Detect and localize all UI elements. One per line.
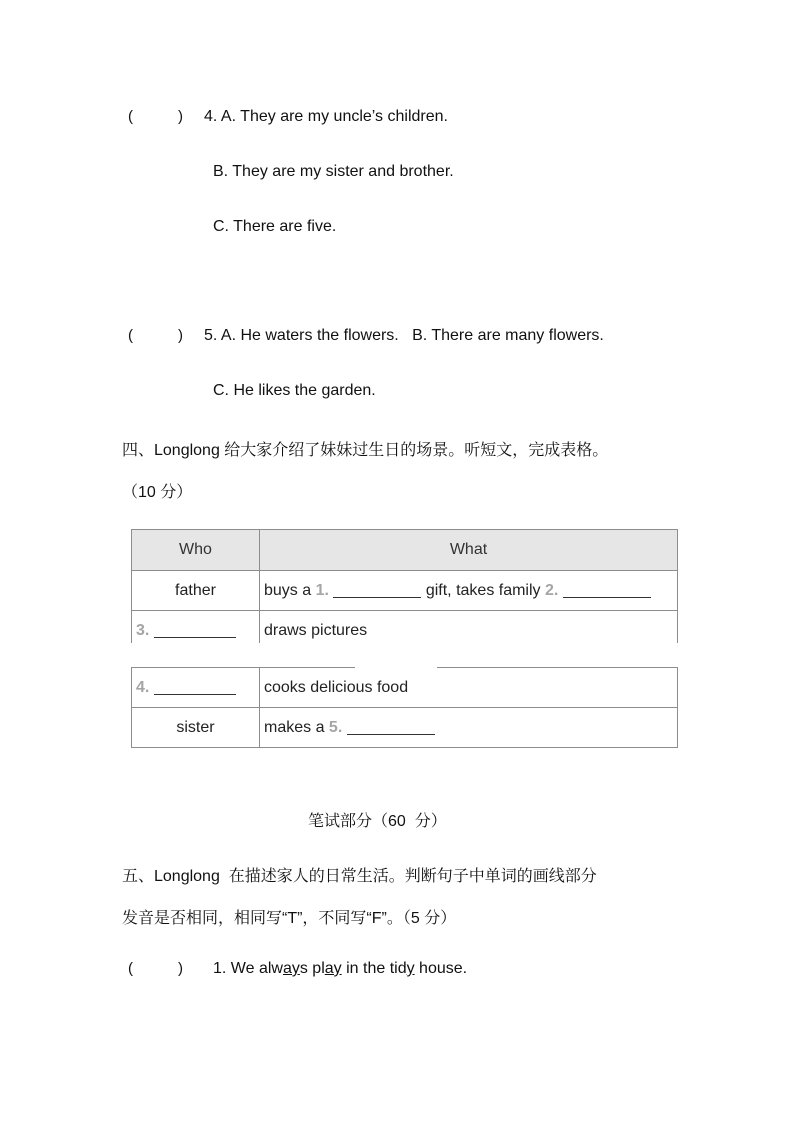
q5-options-ab: 5. A. He waters the flowers. B. There are many flowers. bbox=[204, 327, 604, 344]
answer-paren-close: ) bbox=[178, 108, 183, 125]
what-cell: cooks delicious food bbox=[260, 668, 678, 708]
q1-text: s pl bbox=[299, 960, 325, 977]
blank-number: 4. bbox=[136, 678, 150, 696]
answer-blank[interactable] bbox=[563, 582, 651, 598]
table-row bbox=[132, 668, 678, 708]
answer-blank[interactable] bbox=[333, 582, 421, 598]
table-header-row bbox=[132, 530, 678, 571]
q5-option-c: C. He likes the garden. bbox=[213, 382, 376, 399]
blank-number: 2. bbox=[544, 581, 559, 599]
answer-paren-close: ) bbox=[178, 960, 183, 977]
answer-blank[interactable] bbox=[154, 679, 236, 695]
underlined-letters: ay bbox=[282, 960, 300, 977]
table-row bbox=[132, 571, 678, 611]
underlined-letters: ay bbox=[324, 960, 342, 977]
who-cell: sister bbox=[132, 708, 260, 748]
what-text: makes a bbox=[264, 718, 329, 736]
header-who: Who bbox=[132, 530, 260, 571]
q4-option-b: B. They are my sister and brother. bbox=[213, 163, 454, 180]
answer-blank[interactable] bbox=[154, 622, 236, 638]
what-text: buys a bbox=[264, 581, 316, 599]
q4-option-c: C. There are five. bbox=[213, 218, 337, 235]
section5-line2: 发音是否相同，相同写“T”，不同写“F”。（5 分） bbox=[122, 910, 457, 927]
who-cell: father bbox=[132, 571, 260, 611]
what-cell bbox=[260, 708, 678, 748]
who-cell bbox=[132, 668, 260, 708]
q1-sentence bbox=[213, 960, 467, 978]
what-cell: draws pictures bbox=[260, 611, 678, 651]
table-crop-gap bbox=[355, 638, 437, 668]
blank-number: 5. bbox=[328, 718, 343, 736]
underlined-letters: y bbox=[406, 960, 415, 977]
q4-option-a: 4. A. They are my uncle’s children. bbox=[204, 108, 448, 125]
answer-paren-open: ( bbox=[128, 108, 133, 125]
header-what: What bbox=[260, 530, 678, 571]
blank-number: 3. bbox=[136, 621, 150, 639]
q1-text: in the tid bbox=[341, 960, 407, 977]
answer-paren-close: ) bbox=[178, 327, 183, 344]
answer-blank[interactable] bbox=[347, 719, 435, 735]
section5-line1: 五、Longlong 在描述家人的日常生活。判断句子中单词的画线部分 bbox=[122, 868, 597, 885]
table-row bbox=[132, 708, 678, 748]
blank-number: 1. bbox=[315, 581, 329, 599]
answer-paren-open: ( bbox=[128, 960, 133, 977]
what-cell bbox=[260, 571, 678, 611]
answer-paren-open: ( bbox=[128, 327, 133, 344]
q1-text: house. bbox=[414, 960, 468, 977]
section4-score: （10 分） bbox=[122, 484, 193, 501]
q1-text: 1. We alw bbox=[213, 960, 283, 977]
section4-title: 四、Longlong 给大家介绍了妹妹过生日的场景。听短文，完成表格。 bbox=[122, 442, 609, 459]
written-section-title: 笔试部分（60 分） bbox=[308, 813, 447, 830]
what-text: gift, takes family bbox=[421, 581, 545, 599]
